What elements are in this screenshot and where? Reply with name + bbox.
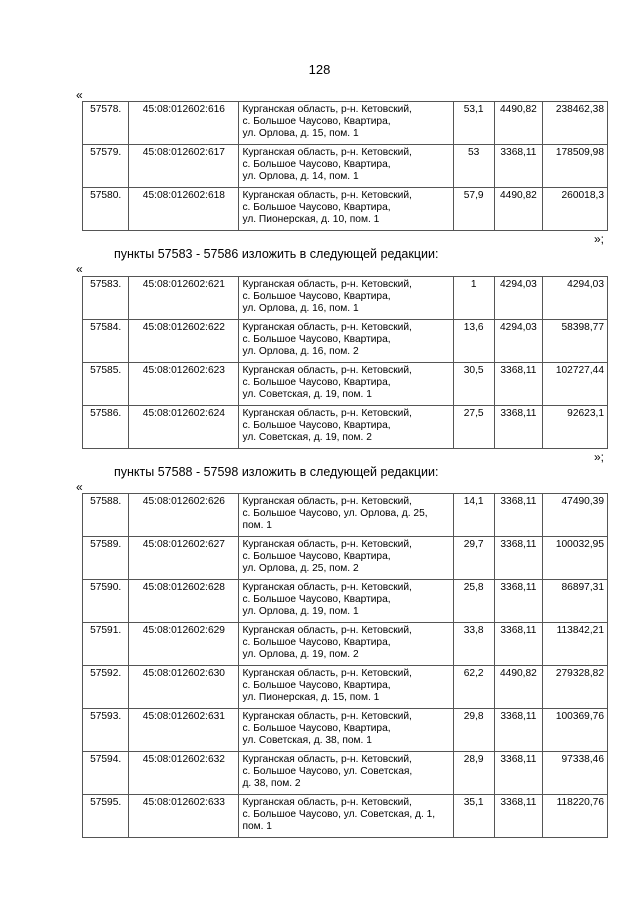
address-cell <box>239 623 453 666</box>
cadastral-number-cell: 45:08:012602:632 <box>129 752 239 795</box>
cadastral-number-cell: 45:08:012602:618 <box>129 188 239 231</box>
item-number-cell: 57579. <box>83 145 129 188</box>
price-cell: 4490,82 <box>494 666 542 709</box>
address-cell <box>239 752 453 795</box>
cadastral-number-cell: 45:08:012602:622 <box>129 320 239 363</box>
address-line: ул. Пионерская, д. 15, пом. 1 <box>242 692 380 703</box>
price-cell: 3368,11 <box>494 494 542 537</box>
item-number-cell: 57580. <box>83 188 129 231</box>
quote-close-2: »; <box>594 450 605 464</box>
price-cell: 3368,11 <box>494 752 542 795</box>
table-row <box>83 320 608 363</box>
address-cell <box>239 102 453 145</box>
total-cell: 178509,98 <box>543 145 608 188</box>
address-line: с. Большое Чаусово, Квартира, <box>242 723 391 734</box>
address-line: ул. Орлова, д. 14, пом. 1 <box>242 171 359 182</box>
price-cell: 3368,11 <box>494 537 542 580</box>
address-cell <box>239 363 453 406</box>
address-line: ул. Советская, д. 19, пом. 2 <box>242 432 372 443</box>
address-line: Курганская область, р-н. Кетовский, <box>242 104 412 115</box>
area-cell: 62,2 <box>453 666 494 709</box>
item-number-cell: 57583. <box>83 277 129 320</box>
address-line: Курганская область, р-н. Кетовский, <box>242 322 412 333</box>
price-cell: 4294,03 <box>494 277 542 320</box>
address-line: Курганская область, р-н. Кетовский, <box>242 279 412 290</box>
address-line: Курганская область, р-н. Кетовский, <box>242 797 412 808</box>
cadastral-number-cell: 45:08:012602:630 <box>129 666 239 709</box>
address-line: ул. Советская, д. 19, пом. 1 <box>242 389 372 400</box>
price-cell: 4490,82 <box>494 102 542 145</box>
table-row <box>83 188 608 231</box>
address-line: Курганская область, р-н. Кетовский, <box>242 711 412 722</box>
address-line: ул. Советская, д. 38, пом. 1 <box>242 735 372 746</box>
table-row <box>83 623 608 666</box>
quote-open-1: « <box>76 88 83 102</box>
item-number-cell: 57588. <box>83 494 129 537</box>
address-cell <box>239 580 453 623</box>
item-number-cell: 57595. <box>83 795 129 838</box>
address-line: с. Большое Чаусово, Квартира, <box>242 594 391 605</box>
total-cell: 279328,82 <box>543 666 608 709</box>
area-cell: 53,1 <box>453 102 494 145</box>
price-cell: 3368,11 <box>494 580 542 623</box>
cadastral-number-cell: 45:08:012602:629 <box>129 623 239 666</box>
address-line: с. Большое Чаусово, ул. Советская, <box>242 766 413 777</box>
total-cell: 238462,38 <box>543 102 608 145</box>
item-number-cell: 57592. <box>83 666 129 709</box>
address-cell <box>239 494 453 537</box>
address-line: ул. Орлова, д. 19, пом. 2 <box>242 649 359 660</box>
cadastral-number-cell: 45:08:012602:621 <box>129 277 239 320</box>
table-row <box>83 752 608 795</box>
area-cell: 30,5 <box>453 363 494 406</box>
total-cell: 100032,95 <box>543 537 608 580</box>
address-line: Курганская область, р-н. Кетовский, <box>242 496 412 507</box>
table-row <box>83 666 608 709</box>
quote-close-1: »; <box>594 232 605 246</box>
area-cell: 33,8 <box>453 623 494 666</box>
price-cell: 3368,11 <box>494 623 542 666</box>
address-line: д. 38, пом. 2 <box>242 778 301 789</box>
price-cell: 3368,11 <box>494 145 542 188</box>
cadastral-number-cell: 45:08:012602:628 <box>129 580 239 623</box>
address-line: с. Большое Чаусово, Квартира, <box>242 420 391 431</box>
address-line: Курганская область, р-н. Кетовский, <box>242 582 412 593</box>
address-line: с. Большое Чаусово, ул. Орлова, д. 25, <box>242 508 428 519</box>
total-cell: 97338,46 <box>543 752 608 795</box>
area-cell: 25,8 <box>453 580 494 623</box>
table-section-1 <box>82 101 608 231</box>
table-row <box>83 537 608 580</box>
table-row <box>83 709 608 752</box>
table-section-2 <box>82 276 608 449</box>
price-cell: 3368,11 <box>494 363 542 406</box>
total-cell: 113842,21 <box>543 623 608 666</box>
item-number-cell: 57584. <box>83 320 129 363</box>
cadastral-number-cell: 45:08:012602:624 <box>129 406 239 449</box>
price-cell: 3368,11 <box>494 795 542 838</box>
total-cell: 4294,03 <box>543 277 608 320</box>
address-line: ул. Орлова, д. 15, пом. 1 <box>242 128 359 139</box>
table-row <box>83 102 608 145</box>
instruction-2: пункты 57583 - 57586 изложить в следующей редакции: <box>114 247 439 261</box>
address-line: ул. Орлова, д. 16, пом. 1 <box>242 303 359 314</box>
cadastral-number-cell: 45:08:012602:633 <box>129 795 239 838</box>
item-number-cell: 57591. <box>83 623 129 666</box>
address-line: с. Большое Чаусово, ул. Советская, д. 1, <box>242 809 436 820</box>
price-cell: 3368,11 <box>494 406 542 449</box>
address-line: с. Большое Чаусово, Квартира, <box>242 680 391 691</box>
address-line: Курганская область, р-н. Кетовский, <box>242 754 412 765</box>
address-line: Курганская область, р-н. Кетовский, <box>242 365 412 376</box>
item-number-cell: 57585. <box>83 363 129 406</box>
address-cell <box>239 537 453 580</box>
address-line: ул. Пионерская, д. 10, пом. 1 <box>242 214 380 225</box>
area-cell: 1 <box>453 277 494 320</box>
address-line: ул. Орлова, д. 16, пом. 2 <box>242 346 359 357</box>
address-cell <box>239 795 453 838</box>
area-cell: 57,9 <box>453 188 494 231</box>
table-row <box>83 494 608 537</box>
area-cell: 35,1 <box>453 795 494 838</box>
area-cell: 29,8 <box>453 709 494 752</box>
address-line: Курганская область, р-н. Кетовский, <box>242 668 412 679</box>
total-cell: 100369,76 <box>543 709 608 752</box>
table-row <box>83 406 608 449</box>
cadastral-number-cell: 45:08:012602:617 <box>129 145 239 188</box>
cadastral-number-cell: 45:08:012602:627 <box>129 537 239 580</box>
item-number-cell: 57589. <box>83 537 129 580</box>
area-cell: 28,9 <box>453 752 494 795</box>
area-cell: 27,5 <box>453 406 494 449</box>
address-line: с. Большое Чаусово, Квартира, <box>242 291 391 302</box>
item-number-cell: 57586. <box>83 406 129 449</box>
address-line: с. Большое Чаусово, Квартира, <box>242 637 391 648</box>
address-line: Курганская область, р-н. Кетовский, <box>242 147 412 158</box>
instruction-3: пункты 57588 - 57598 изложить в следующей редакции: <box>114 465 439 479</box>
address-line: Курганская область, р-н. Кетовский, <box>242 625 412 636</box>
total-cell: 260018,3 <box>543 188 608 231</box>
table-row <box>83 795 608 838</box>
total-cell: 92623,1 <box>543 406 608 449</box>
item-number-cell: 57593. <box>83 709 129 752</box>
area-cell: 53 <box>453 145 494 188</box>
quote-open-3: « <box>76 480 83 494</box>
cadastral-number-cell: 45:08:012602:623 <box>129 363 239 406</box>
address-line: ул. Орлова, д. 25, пом. 2 <box>242 563 359 574</box>
address-cell <box>239 666 453 709</box>
quote-open-2: « <box>76 262 83 276</box>
table-row <box>83 145 608 188</box>
price-cell: 4294,03 <box>494 320 542 363</box>
item-number-cell: 57594. <box>83 752 129 795</box>
item-number-cell: 57578. <box>83 102 129 145</box>
page-number: 128 <box>308 62 331 77</box>
area-cell: 29,7 <box>453 537 494 580</box>
address-cell <box>239 709 453 752</box>
address-line: с. Большое Чаусово, Квартира, <box>242 334 391 345</box>
area-cell: 14,1 <box>453 494 494 537</box>
cadastral-number-cell: 45:08:012602:616 <box>129 102 239 145</box>
table-row <box>83 363 608 406</box>
address-cell <box>239 406 453 449</box>
address-line: с. Большое Чаусово, Квартира, <box>242 116 391 127</box>
address-line: пом. 1 <box>242 520 272 531</box>
cadastral-number-cell: 45:08:012602:631 <box>129 709 239 752</box>
address-cell <box>239 277 453 320</box>
total-cell: 86897,31 <box>543 580 608 623</box>
total-cell: 47490,39 <box>543 494 608 537</box>
address-line: Курганская область, р-н. Кетовский, <box>242 408 412 419</box>
total-cell: 58398,77 <box>543 320 608 363</box>
table-row <box>83 277 608 320</box>
address-line: пом. 1 <box>242 821 272 832</box>
address-line: Курганская область, р-н. Кетовский, <box>242 190 412 201</box>
item-number-cell: 57590. <box>83 580 129 623</box>
address-line: с. Большое Чаусово, Квартира, <box>242 551 391 562</box>
address-line: с. Большое Чаусово, Квартира, <box>242 202 391 213</box>
address-line: с. Большое Чаусово, Квартира, <box>242 377 391 388</box>
address-line: Курганская область, р-н. Кетовский, <box>242 539 412 550</box>
address-cell <box>239 188 453 231</box>
address-line: с. Большое Чаусово, Квартира, <box>242 159 391 170</box>
address-cell <box>239 145 453 188</box>
price-cell: 4490,82 <box>494 188 542 231</box>
total-cell: 118220,76 <box>543 795 608 838</box>
address-line: ул. Орлова, д. 19, пом. 1 <box>242 606 359 617</box>
total-cell: 102727,44 <box>543 363 608 406</box>
cadastral-number-cell: 45:08:012602:626 <box>129 494 239 537</box>
table-row <box>83 580 608 623</box>
area-cell: 13,6 <box>453 320 494 363</box>
table-section-3 <box>82 493 608 838</box>
address-cell <box>239 320 453 363</box>
price-cell: 3368,11 <box>494 709 542 752</box>
